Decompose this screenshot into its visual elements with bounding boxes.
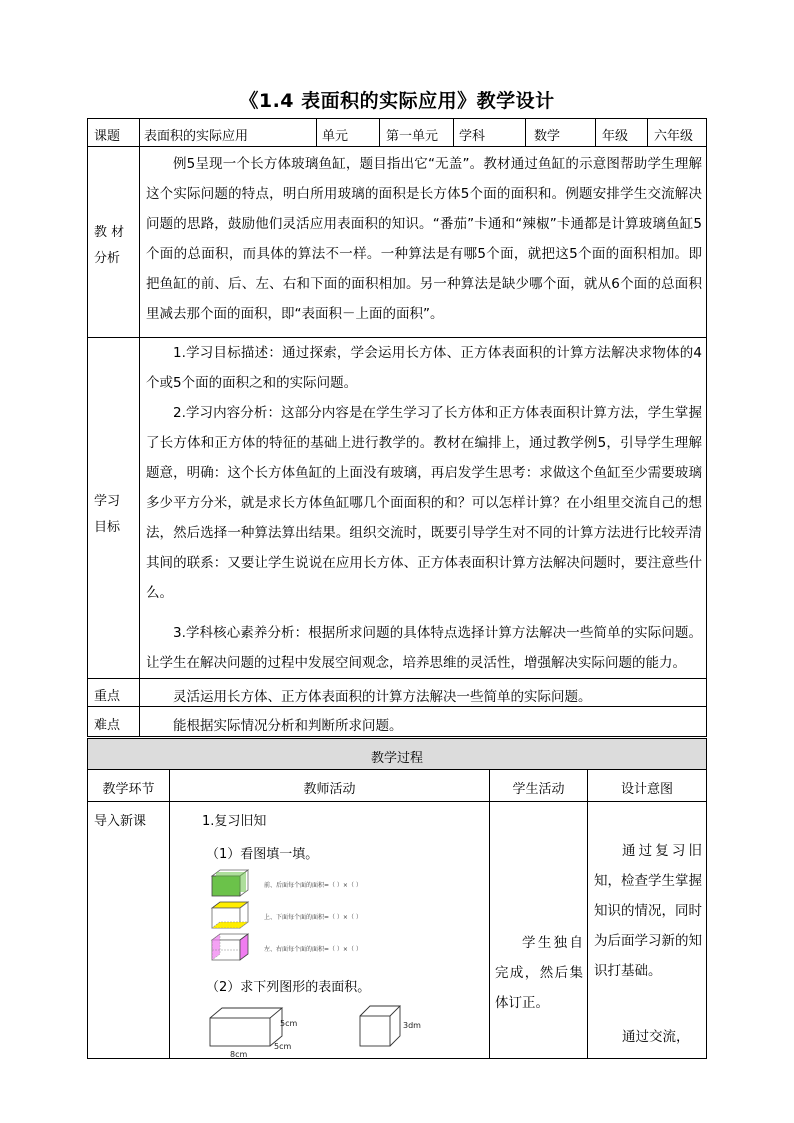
unit-label: 单元 (322, 129, 349, 144)
cuboid-faces-figure (204, 868, 454, 968)
course-label-cell (87, 118, 140, 147)
teacher-activity-cell (169, 801, 490, 1059)
grade-label: 年级 (602, 129, 629, 144)
cuboid-width-label: 5cm (274, 1042, 292, 1051)
objectives-label-line2: 目标 (94, 520, 121, 535)
cube-drawing (360, 1006, 400, 1046)
question-1: （1）看图填一填。 (206, 847, 319, 862)
cuboid-top-highlight (212, 902, 248, 928)
difficulty-content-cell (139, 706, 707, 737)
col-student-cell (489, 769, 588, 802)
design-intent-text-2: 通过交流， (622, 1029, 690, 1045)
design-intent-cell (587, 801, 707, 1059)
material-text: 例5呈现一个长方体玻璃鱼缸，题目指出它“无盖”。教材通过鱼缸的示意图帮助学生理解这个实际问题的特点，明白所用玻璃的面积是长方体5个面的面积和。例题安排学生交流解决问题的思路，鼓励他们灵活应用表面积的知识。“番茄”卡通和“辣椒”卡通都是计算玻璃鱼缸5个面的总面积，而具体的算法不一样。一种算法是有哪5个面，就把这5个面的面积相加。即把鱼缸的前、后、左、右和下面的面积相加。另一种算法是缺少哪个面，就从6个面的总面积里减去那个面的面积，即“表面积－上面的面积”。 (146, 156, 702, 322)
stage-cell (87, 801, 170, 1059)
cuboid-drawing (210, 1008, 282, 1046)
process-heading-cell (87, 738, 707, 770)
key-point-text: 灵活运用长方体、正方体表面积的计算方法解决一些简单的实际问题。 (173, 689, 592, 705)
review-title: 1.复习旧知 (202, 814, 267, 829)
process-heading: 教学过程 (370, 751, 423, 766)
grade-value-cell (647, 118, 707, 147)
course-value-cell (139, 118, 317, 147)
design-intent-text-1: 通过复习旧知，检查学生掌握知识的情况，同时为后面学习新的知识打基础。 (594, 843, 702, 979)
course-label: 课题 (94, 129, 121, 144)
difficulty-text: 能根据实际情况分析和判断所求问题。 (173, 718, 403, 734)
question-2: （2）求下列图形的表面积。 (206, 980, 371, 995)
objectives-content-cell (139, 337, 707, 679)
objective-description: 1.学习目标描述：通过探索，学会运用长方体、正方体表面积的计算方法解决求物体的4个或5个面的面积之和的实际问题。 (146, 345, 702, 391)
key-point-content-cell (139, 678, 707, 707)
material-label-cell (87, 146, 140, 338)
key-point-label-cell (87, 678, 140, 707)
material-label-line2: 分析 (94, 251, 121, 266)
fig-front-text: 前、后面每个面的面积=（ ）×（ ） (264, 882, 362, 889)
fig-side-text: 左、右面每个面的面积=（ ）×（ ） (264, 946, 362, 953)
difficulty-label: 难点 (94, 718, 121, 733)
difficulty-label-cell (87, 706, 140, 737)
grade-label-cell (595, 118, 648, 147)
col-stage-header: 教学环节 (102, 782, 155, 797)
cuboid-length-label: 8cm (230, 1050, 248, 1059)
col-teacher-cell (169, 769, 490, 802)
subject-label-cell (453, 118, 526, 147)
objective-content-analysis: 2.学习内容分析：这部分内容是在学生学习了长方体和正方体表面积计算方法，学生掌握了长方体和正方体的特征的基础上进行教学的。教材在编排上，通过教学例5，引导学生理解题意，明确：这个长方体鱼缸的上面没有玻璃，再启发学生思考：求做这个鱼缸至少需要玻璃多少平方分米，就是求长方体鱼缸哪几个面面积的和？可以怎样计算？在小组里交流自己的想法，然后选择一种算法算出结果。组织交流时，既要引导学生对不同的计算方法进行比较弄清其间的联系：又要让学生说说在应用长方体、正方体表面积计算方法解决问题时，要注意些什么。 (146, 405, 702, 601)
key-point-label: 重点 (94, 689, 121, 704)
col-intent-cell (587, 769, 707, 802)
subject-value-cell (525, 118, 596, 147)
cube-edge-label: 3dm (403, 1021, 421, 1030)
unit-value: 第一单元 (386, 129, 439, 144)
stage-intro-label: 导入新课 (94, 814, 147, 829)
col-teacher-header: 教师活动 (303, 782, 356, 797)
surface-area-figure (204, 1002, 464, 1060)
objectives-label-cell (87, 337, 140, 679)
student-activity-text: 学生独自完成，然后集体订正。 (495, 935, 583, 1011)
unit-label-cell (316, 118, 380, 147)
material-content-cell (139, 146, 707, 338)
course-value: 表面积的实际应用 (144, 129, 249, 144)
cuboid-side-highlight (212, 934, 248, 960)
fig-top-text: 上、下面每个面的面积=（ ）×（ ） (264, 914, 362, 921)
subject-label: 学科 (459, 129, 486, 144)
unit-value-cell (379, 118, 454, 147)
document-title: 《1.4 表面积的实际应用》教学设计 (239, 90, 555, 112)
objective-core-literacy: 3.学科核心素养分析：根据所求问题的具体特点选择计算方法解决一些简单的实际问题。让学生在解决问题的过程中发展空间观念，培养思维的灵活性，增强解决实际问题的能力。 (146, 625, 702, 671)
cuboid-front-highlight (212, 870, 248, 896)
col-stage-cell (87, 769, 170, 802)
subject-value: 数学 (534, 129, 561, 144)
col-student-header: 学生活动 (512, 782, 565, 797)
col-intent-header: 设计意图 (620, 782, 673, 797)
material-label-line1: 教 材 (94, 225, 125, 240)
grade-value: 六年级 (654, 129, 694, 144)
objectives-label-line1: 学习 (94, 494, 121, 509)
student-activity-cell (489, 801, 588, 1059)
cuboid-height-label: 5cm (280, 1019, 298, 1028)
